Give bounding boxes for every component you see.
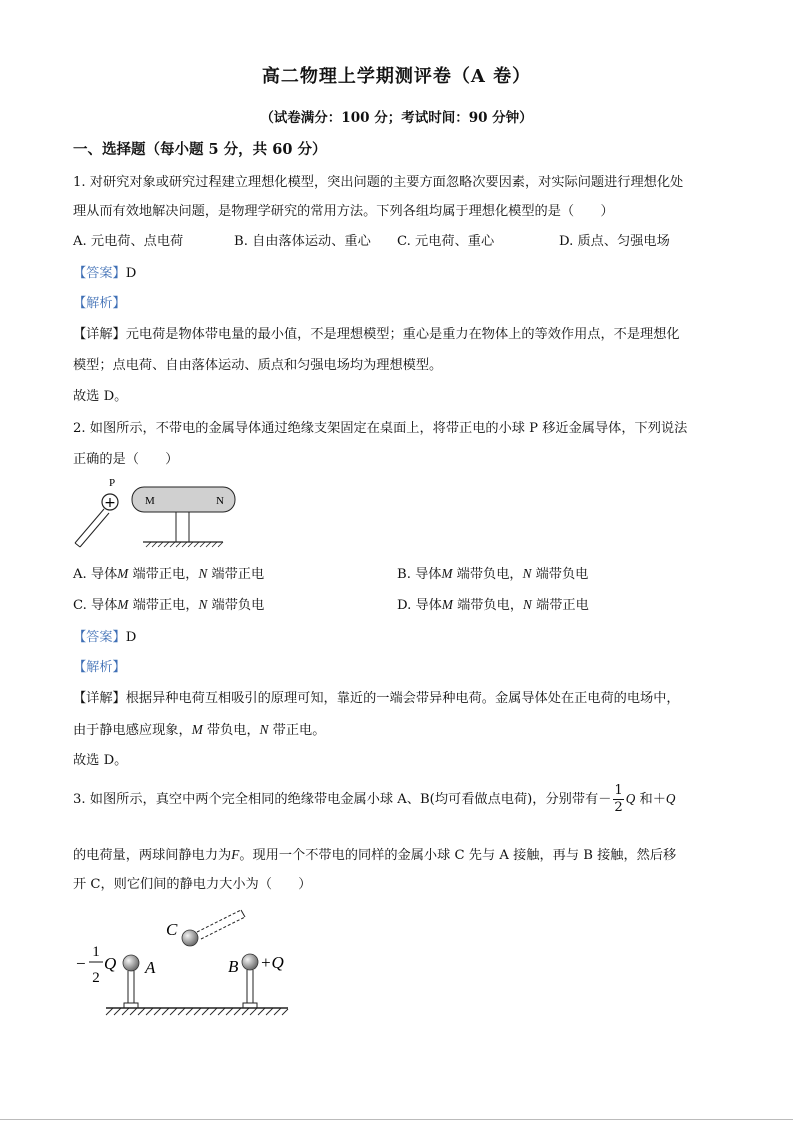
answer-value: D — [125, 630, 137, 645]
option-text: 端带正电， — [128, 598, 199, 613]
var-n: N — [523, 597, 532, 612]
q1-option-d: D. 质点、匀强电场 — [559, 234, 670, 249]
label-q-left: Q — [104, 954, 117, 973]
fraction-numerator: 1 — [614, 783, 623, 798]
q3-stem-line3: 开 C，则它们间的静电力大小为（ ） — [73, 877, 312, 892]
var-q: Q — [625, 791, 636, 806]
stem-text: 。现用一个不带电的同样的金属小球 C 先与 A 接触，再与 B 接触，然后移 — [239, 848, 677, 863]
detail-text: 带负电， — [202, 723, 260, 738]
q1-conclusion: 故选 D。 — [73, 389, 128, 404]
var-m: M — [441, 566, 453, 581]
fraction-denominator: 2 — [614, 800, 623, 815]
label-c: C — [166, 920, 178, 939]
option-text: B. 导体 — [397, 567, 442, 582]
stem-text: 的电荷量，两球间静电力为 — [73, 848, 232, 863]
answer-value: D — [125, 266, 137, 281]
frac-num: 1 — [92, 944, 100, 960]
ball-a — [123, 955, 139, 971]
q1-detail-line2: 模型；点电荷、自由落体运动、质点和匀强电场均为理想模型。 — [73, 358, 443, 373]
q2-stem-line1: 2. 如图所示，不带电的金属导体通过绝缘支架固定在桌面上，将带正电的小球 P 移近金属导体，下列说法 — [73, 421, 688, 436]
option-text: 端带负电， — [452, 567, 523, 582]
var-m: M — [191, 722, 203, 737]
answer-tag: 【答案】 — [73, 266, 126, 281]
stem-text: 和＋ — [635, 792, 666, 807]
q1-option-b: B. 自由落体运动、重心 — [234, 234, 371, 249]
option-text: 端带负电 — [531, 567, 589, 582]
option-text: A. 导体 — [73, 567, 118, 582]
exam-info: （试卷满分：100 分；考试时间：90 分钟） — [260, 110, 533, 126]
page-bottom-divider — [0, 1119, 793, 1120]
option-text: 端带正电 — [207, 567, 265, 582]
stem-text: 3. 如图所示，真空中两个完全相同的绝缘带电金属小球 A、B(均可看做点电荷)，分别带有－ — [73, 792, 612, 807]
plus-sign: + — [104, 495, 116, 511]
label-a: A — [145, 958, 156, 977]
detail-text: 带正电。 — [268, 723, 326, 738]
var-n: N — [198, 597, 208, 612]
option-text: C. 导体 — [73, 598, 118, 613]
var-n: N — [198, 566, 208, 581]
label-p: P — [108, 477, 116, 489]
frac-den: 2 — [92, 970, 100, 986]
var-n: N — [259, 722, 269, 737]
label-m: M — [145, 495, 155, 507]
q1-option-a: A. 元电荷、点电荷 — [73, 234, 184, 249]
var-q: Q — [665, 791, 676, 806]
var-f: F — [231, 847, 240, 862]
q2-analysis-tag: 【解析】 — [73, 660, 126, 675]
var-m: M — [117, 566, 129, 581]
q1-stem-line2: 理从而有效地解决问题，是物理学研究的常用方法。下列各组均属于理想化模型的是（ ） — [73, 204, 614, 219]
option-text: 端带正电 — [531, 598, 589, 613]
option-text: 端带正电， — [128, 567, 199, 582]
q1-detail-line1: 【详解】元电荷是物体带电量的最小值，不是理想模型；重心是重力在物体上的等效作用点，不是理想化 — [73, 327, 680, 342]
section-heading: 一、选择题（每小题 5 分，共 60 分） — [73, 141, 327, 158]
ball-c — [182, 930, 198, 946]
detail-text: 由于静电感应现象， — [73, 723, 192, 738]
minus-sign: − — [76, 954, 86, 973]
var-m: M — [441, 597, 453, 612]
var-m: M — [117, 597, 129, 612]
option-text: 端带负电 — [207, 598, 265, 613]
label-b: B — [228, 957, 239, 976]
option-text: D. 导体 — [397, 598, 442, 613]
q2-conclusion: 故选 D。 — [73, 753, 128, 768]
q2-detail-line1: 【详解】根据异种电荷互相吸引的原理可知，靠近的一端会带异种电荷。金属导体处在正电荷的电场中， — [73, 691, 680, 706]
q1-stem-line1: 1. 对研究对象或研究过程建立理想化模型，突出问题的主要方面忽略次要因素，对实际问题进行理想化处 — [73, 175, 684, 190]
ball-b — [242, 954, 258, 970]
page-title: 高二物理上学期测评卷（A 卷） — [261, 66, 532, 87]
label-plus-q: +Q — [260, 953, 284, 972]
option-text: 端带负电， — [452, 598, 524, 613]
answer-tag: 【答案】 — [73, 630, 126, 645]
q2-stem-line2: 正确的是（ ） — [73, 452, 179, 467]
q1-analysis-tag: 【解析】 — [73, 296, 126, 311]
label-n: N — [216, 495, 224, 507]
var-n: N — [522, 566, 532, 581]
q1-option-c: C. 元电荷、重心 — [397, 234, 495, 249]
